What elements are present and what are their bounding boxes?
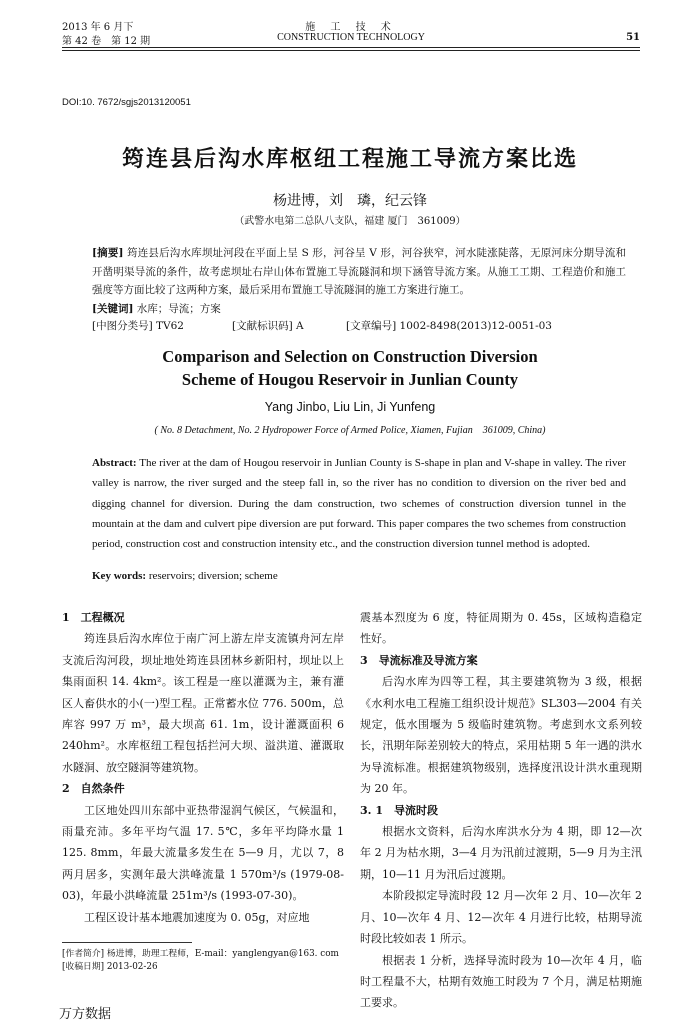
keywords-cn-text: 水库；导流；方案 xyxy=(136,302,221,315)
page-number: 51 xyxy=(626,32,640,43)
section-1-paragraph: 筠连县后沟水库位于南广河上游左岸支流镇舟河左岸支流后沟河段，坝址地处筠连县团林乡新阳村，坝址以上集雨面积 14. 4km²。该工程是一座以灌溉为主，兼有灌区人畜供水的小(一)型工程。正常蓄水位 776. 500m，总库容 997 万 m³，最大坝高 61. 1m，设计灌溉面积 6 240hm²。水库枢纽工程包括拦河大坝、溢洪道、灌溉取水隧洞、放空隧洞等建筑物。 xyxy=(62,632,344,774)
clc-number: [中图分类号] TV62 xyxy=(92,320,184,332)
section-1-heading: 1 工程概况 xyxy=(62,611,125,624)
section-2-paragraph-1: 工区地处四川东部中亚热带湿润气候区，气候温和，雨量充沛。多年平均气温 17. 5℃，多年平均降水量 1 125. 8mm，年最大流量多发生在 5—9 月，尤以 7，8 两月居多，实测年最大洪峰流量 1 570m³/s (1979-08-03)，年最小洪峰流量 251m³/s (1993-07-30)。 xyxy=(62,803,344,903)
issue-date: 2013 年 6 月下 xyxy=(62,22,134,33)
journal-name-en: CONSTRUCTION TECHNOLOGY xyxy=(277,32,425,43)
abstract-cn xyxy=(92,244,626,318)
abstract-en-label: Abstract: xyxy=(92,457,137,469)
document-code: [文献标识码] A xyxy=(232,320,304,332)
header-rule-thin xyxy=(62,50,640,51)
section-3-paragraph: 后沟水库为四等工程，其主要建筑物为 3 级，根据《水利水电工程施工组织设计规范》SL303—2004 有关规定，低水围堰为 5 级临时建筑物。考虑到水文系列较长，汛期年际差别较大的特点，采用枯期 5 年一遇的洪水为导流标准。根据建筑物级别，选择度汛设计洪水重现期为 20 年。 xyxy=(360,675,642,796)
section-2-heading: 2 自然条件 xyxy=(62,782,125,796)
footnote xyxy=(62,948,344,974)
section-3-1-paragraph-1: 根据水文资料，后沟水库洪水分为 4 期，即 12—次年 2 月为枯水期，3—4 月为汛前过渡期，5—9 月为主汛期，10—11 月为汛后过渡期。 xyxy=(360,825,642,881)
article-number: [文章编号] 1002-8498(2013)12-0051-03 xyxy=(346,320,552,332)
doi: DOI:10. 7672/sgjs2013120051 xyxy=(62,97,191,108)
affiliation-cn: （武警水电第二总队八支队，福建 厦门 361009） xyxy=(234,216,466,227)
header-rule-thick xyxy=(62,47,640,48)
running-header xyxy=(62,18,640,58)
title-en-line2: Scheme of Hougou Reservoir in Junlian County xyxy=(181,370,519,389)
authors-cn: 杨进博，刘 璘，纪云锋 xyxy=(273,193,427,209)
footnote-rule xyxy=(62,942,192,943)
section-2-paragraph-2-cont: 震基本烈度为 6 度，特征周期为 0. 45s，区域构造稳定性好。 xyxy=(360,611,642,646)
section-3-1-heading: 3. 1 导流时段 xyxy=(360,803,438,817)
keywords-en xyxy=(92,570,626,582)
title-cn: 筠连县后沟水库枢纽工程施工导流方案比选 xyxy=(121,146,578,172)
section-2-paragraph-2: 工程区设计基本地震加速度为 0. 05g，对应地 xyxy=(84,910,310,924)
wanfang-watermark: 万方数据 xyxy=(59,1007,112,1022)
abstract-en-text: The river at the dam of Hougou reservoir in Junlian County is S-shape in plan and V-shape in valley. The river valley is narrow, the river surged and the steep fall in, so the river has no condition to diversion on the river bed and digging channel for diversion. During the dam construction, two schemes of construction diversion tunnel in the mountain at the dam and culvert pipe diversion are put forward. This paper compares the two schemes from construction period, construction cost and construction intensity etc., and the construction diversion tunnel method is adopted. xyxy=(92,457,626,551)
section-3-1-paragraph-2: 本阶段拟定导流时段 12 月—次年 2 月、10—次年 2 月、10—次年 4 月、12—次年 4 月进行比较，枯期导流时段比较如表 1 所示。 xyxy=(360,889,642,946)
title-en-line1: Comparison and Selection on Construction Diversion xyxy=(162,347,538,366)
keywords-en-text: reservoirs; diversion; scheme xyxy=(148,570,278,582)
keywords-cn-label: [关键词] xyxy=(92,302,134,315)
received-date: [收稿日期] 2013-02-26 xyxy=(62,962,158,972)
keywords-en-label: Key words: xyxy=(92,570,147,582)
author-bio: [作者简介] 杨进博，助理工程师，E-mail：yanglengyan@163. com xyxy=(62,949,339,959)
section-3-heading: 3 导流标准及导流方案 xyxy=(360,653,478,667)
abstract-en xyxy=(92,453,626,554)
section-3-1-paragraph-3: 根据表 1 分析，选择导流时段为 10—次年 4 月，临时工程量不大，枯期有效施工时段为 7 个月，满足枯期施工要求。 xyxy=(360,953,642,1010)
body-column-left xyxy=(62,607,344,928)
affiliation-en: ( No. 8 Detachment, No. 2 Hydropower Force of Armed Police, Xiamen, Fujian 361009, China) xyxy=(154,425,546,436)
title-en xyxy=(0,345,700,391)
abstract-cn-text: 筠连县后沟水库坝址河段在平面上呈 S 形，河谷呈 V 形，河谷狭窄，河水陡涨陡落，无原河床分期导流和开凿明渠导流的条件，故考虑坝址右岸山体布置施工导流隧洞和坝下涵管导流方案。从施工工期、工程造价和施工强度等方面比较了这两种方案，最后采用布置施工导流隧洞的施工方案进行施工。 xyxy=(92,247,627,296)
body-column-right xyxy=(360,607,642,1014)
authors-en: Yang Jinbo, Liu Lin, Ji Yunfeng xyxy=(264,400,436,414)
volume-issue: 第 42 卷 第 12 期 xyxy=(62,36,151,47)
journal-name-cn: 施 工 技 术 xyxy=(305,22,397,33)
abstract-cn-label: [摘要] xyxy=(92,247,124,259)
